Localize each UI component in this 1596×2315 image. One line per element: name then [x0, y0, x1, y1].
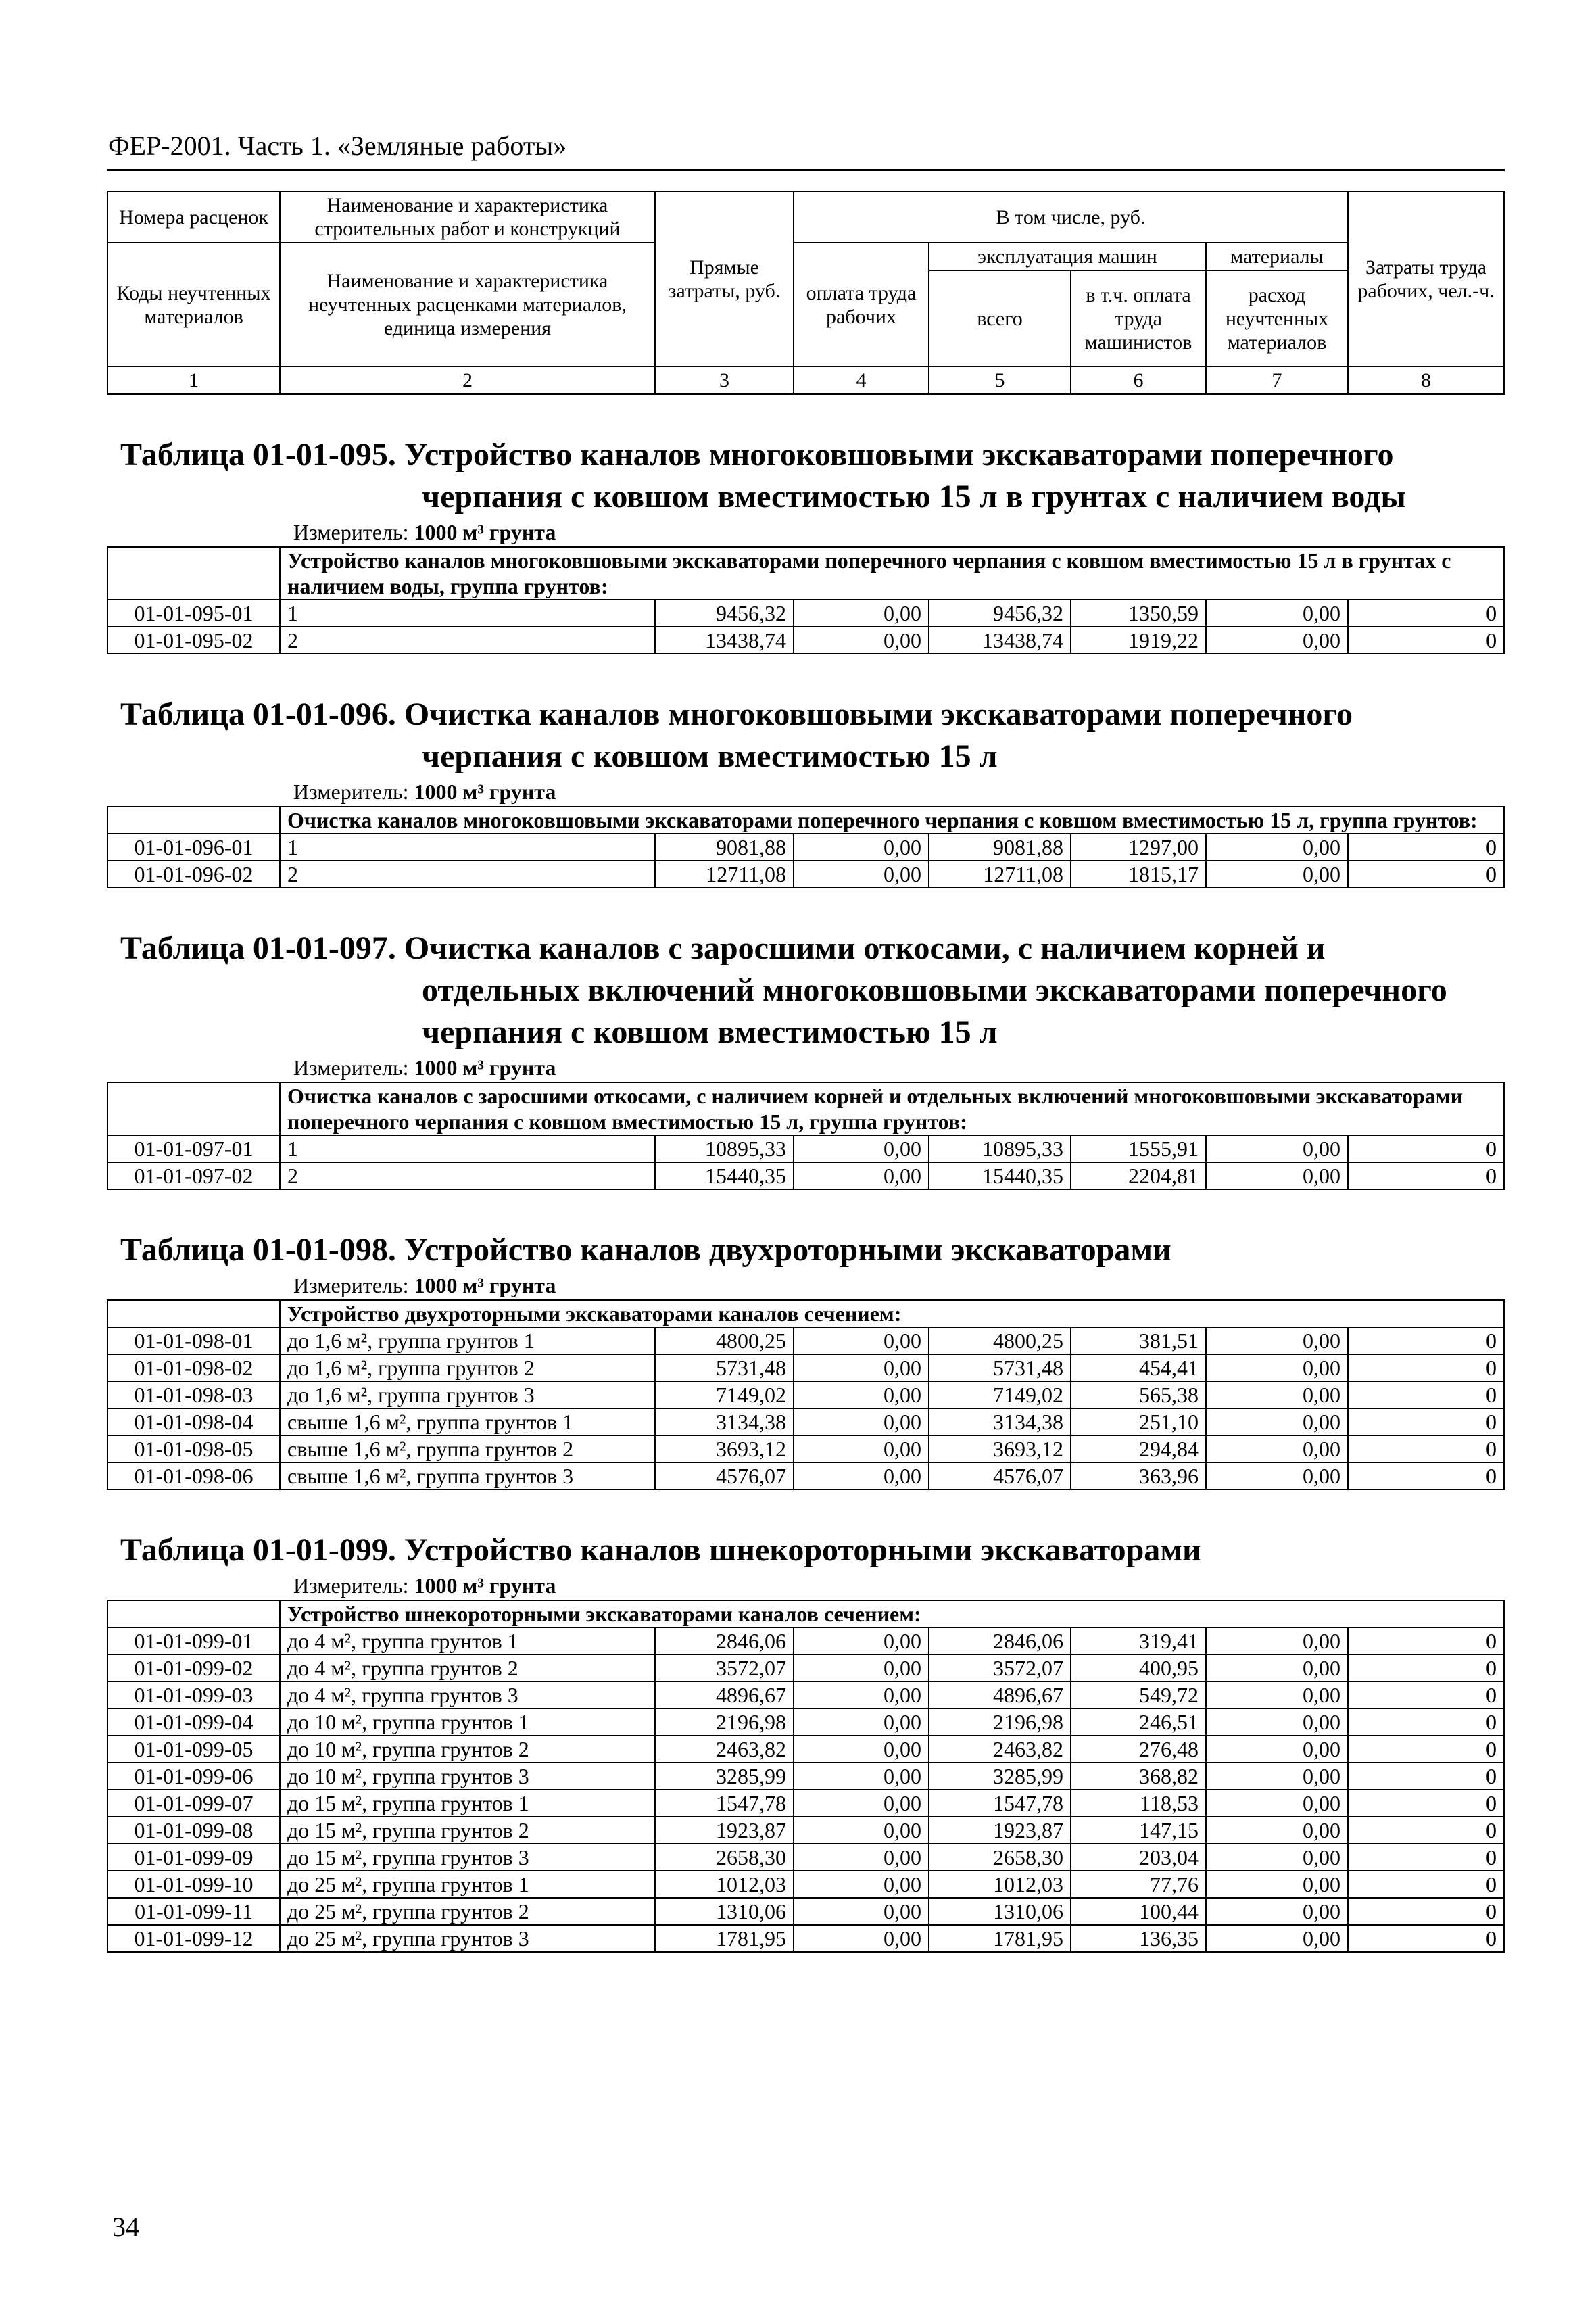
materials-consumption: 0,00 — [1206, 1162, 1348, 1189]
materials-consumption: 0,00 — [1206, 1844, 1348, 1871]
worker-wages: 0,00 — [794, 1327, 929, 1354]
direct-costs: 1547,78 — [655, 1790, 794, 1817]
rate-code: 01-01-098-03 — [107, 1381, 280, 1408]
machines-total: 1310,06 — [929, 1898, 1071, 1925]
worker-wages: 0,00 — [794, 1898, 929, 1925]
col-header-material-codes: Коды неучтенных материалов — [107, 243, 280, 366]
materials-consumption: 0,00 — [1206, 1681, 1348, 1709]
labor-hours: 0 — [1348, 1844, 1504, 1871]
table-title-line: Устройство каналов шнекороторными экскаваторами — [404, 1532, 1201, 1568]
col-header-operator-wages: в т.ч. оплата труда машинистов — [1071, 270, 1206, 366]
labor-hours: 0 — [1348, 1925, 1504, 1952]
unit-label: Измеритель: — [293, 1055, 409, 1080]
table-row — [107, 1844, 1504, 1871]
col-header-labor-costs: Затраты труда рабочих, чел.-ч. — [1348, 191, 1504, 366]
unit-value: 1000 м³ грунта — [414, 1273, 556, 1297]
direct-costs: 1923,87 — [655, 1817, 794, 1844]
work-description: до 10 м², группа грунтов 3 — [280, 1763, 655, 1790]
table-title — [120, 928, 1503, 1053]
labor-hours: 0 — [1348, 834, 1504, 861]
labor-hours: 0 — [1348, 600, 1504, 627]
table-title-line: черпания с ковшом вместимостью 15 л — [422, 738, 998, 774]
labor-hours: 0 — [1348, 1627, 1504, 1654]
direct-costs: 10895,33 — [655, 1135, 794, 1162]
col-number: 8 — [1348, 366, 1504, 394]
labor-hours: 0 — [1348, 1709, 1504, 1736]
labor-hours: 0 — [1348, 1817, 1504, 1844]
rate-code: 01-01-096-01 — [107, 834, 280, 861]
labor-hours: 0 — [1348, 1135, 1504, 1162]
materials-consumption: 0,00 — [1206, 1462, 1348, 1489]
col-number: 4 — [794, 366, 929, 394]
labor-hours: 0 — [1348, 861, 1504, 888]
rate-code: 01-01-099-03 — [107, 1681, 280, 1709]
unit-value: 1000 м³ грунта — [414, 1055, 556, 1080]
materials-consumption: 0,00 — [1206, 1736, 1348, 1763]
operator-wages: 203,04 — [1071, 1844, 1206, 1871]
table-number: Таблица 01-01-097. — [120, 930, 396, 966]
machines-total: 2846,06 — [929, 1627, 1071, 1654]
work-description: до 4 м², группа грунтов 2 — [280, 1654, 655, 1681]
measurement-unit — [293, 1571, 1503, 1600]
direct-costs: 1012,03 — [655, 1871, 794, 1898]
operator-wages: 251,10 — [1071, 1408, 1206, 1435]
worker-wages: 0,00 — [794, 1654, 929, 1681]
rate-table-section — [107, 928, 1503, 1190]
work-description: до 15 м², группа грунтов 1 — [280, 1790, 655, 1817]
machines-total: 1923,87 — [929, 1817, 1071, 1844]
worker-wages: 0,00 — [794, 1925, 929, 1952]
rate-code: 01-01-098-05 — [107, 1435, 280, 1462]
work-description: до 10 м², группа грунтов 1 — [280, 1709, 655, 1736]
group-heading: Устройство двухроторными экскаваторами каналов сечением: — [280, 1300, 1504, 1327]
table-row — [107, 1408, 1504, 1435]
group-spacer — [107, 1300, 280, 1327]
measurement-unit — [293, 1053, 1503, 1082]
worker-wages: 0,00 — [794, 1381, 929, 1408]
operator-wages: 246,51 — [1071, 1709, 1206, 1736]
table-row — [107, 1327, 1504, 1354]
operator-wages: 77,76 — [1071, 1871, 1206, 1898]
header-rule — [107, 169, 1505, 171]
worker-wages: 0,00 — [794, 1709, 929, 1736]
group-spacer — [107, 547, 280, 600]
direct-costs: 13438,74 — [655, 627, 794, 654]
direct-costs: 3693,12 — [655, 1435, 794, 1462]
worker-wages: 0,00 — [794, 1763, 929, 1790]
work-description: свыше 1,6 м², группа грунтов 2 — [280, 1435, 655, 1462]
col-number: 1 — [107, 366, 280, 394]
labor-hours: 0 — [1348, 1898, 1504, 1925]
table-number: Таблица 01-01-096. — [120, 696, 396, 732]
direct-costs: 3572,07 — [655, 1654, 794, 1681]
rate-code: 01-01-099-09 — [107, 1844, 280, 1871]
unit-label: Измеритель: — [293, 780, 409, 804]
labor-hours: 0 — [1348, 1654, 1504, 1681]
direct-costs: 1781,95 — [655, 1925, 794, 1952]
direct-costs: 4800,25 — [655, 1327, 794, 1354]
work-description: до 10 м², группа грунтов 2 — [280, 1736, 655, 1763]
rate-code: 01-01-099-04 — [107, 1709, 280, 1736]
rate-code: 01-01-099-02 — [107, 1654, 280, 1681]
direct-costs: 9456,32 — [655, 600, 794, 627]
col-header-machines-total: всего — [929, 270, 1071, 366]
rate-code: 01-01-099-05 — [107, 1736, 280, 1763]
machines-total: 3693,12 — [929, 1435, 1071, 1462]
materials-consumption: 0,00 — [1206, 600, 1348, 627]
materials-consumption: 0,00 — [1206, 1898, 1348, 1925]
operator-wages: 319,41 — [1071, 1627, 1206, 1654]
table-row — [107, 1654, 1504, 1681]
worker-wages: 0,00 — [794, 1354, 929, 1381]
work-description: до 25 м², группа грунтов 1 — [280, 1871, 655, 1898]
rate-table-section — [107, 694, 1503, 888]
labor-hours: 0 — [1348, 1736, 1504, 1763]
col-number: 2 — [280, 366, 655, 394]
machines-total: 7149,02 — [929, 1381, 1071, 1408]
worker-wages: 0,00 — [794, 627, 929, 654]
table-title — [120, 1229, 1503, 1271]
table-row — [107, 1871, 1504, 1898]
col-number: 6 — [1071, 366, 1206, 394]
operator-wages: 363,96 — [1071, 1462, 1206, 1489]
labor-hours: 0 — [1348, 1381, 1504, 1408]
operator-wages: 368,82 — [1071, 1763, 1206, 1790]
worker-wages: 0,00 — [794, 1135, 929, 1162]
machines-total: 3285,99 — [929, 1763, 1071, 1790]
operator-wages: 147,15 — [1071, 1817, 1206, 1844]
rate-code: 01-01-095-01 — [107, 600, 280, 627]
table-title — [120, 1529, 1503, 1571]
worker-wages: 0,00 — [794, 1736, 929, 1763]
work-description: 1 — [280, 600, 655, 627]
work-description: до 1,6 м², группа грунтов 1 — [280, 1327, 655, 1354]
table-row — [107, 1627, 1504, 1654]
direct-costs: 2658,30 — [655, 1844, 794, 1871]
unit-label: Измеритель: — [293, 520, 409, 544]
measurement-unit — [293, 518, 1503, 546]
rate-code: 01-01-095-02 — [107, 627, 280, 654]
work-description: до 15 м², группа грунтов 2 — [280, 1817, 655, 1844]
labor-hours: 0 — [1348, 1462, 1504, 1489]
col-header-direct-costs: Прямые затраты, руб. — [655, 191, 794, 366]
table-row — [107, 1162, 1504, 1189]
table-title — [120, 434, 1503, 518]
materials-consumption: 0,00 — [1206, 1763, 1348, 1790]
direct-costs: 3285,99 — [655, 1763, 794, 1790]
worker-wages: 0,00 — [794, 861, 929, 888]
direct-costs: 2196,98 — [655, 1709, 794, 1736]
rate-code: 01-01-097-01 — [107, 1135, 280, 1162]
col-header-material-consumption: расход неучтенных материалов — [1206, 270, 1348, 366]
materials-consumption: 0,00 — [1206, 1435, 1348, 1462]
materials-consumption: 0,00 — [1206, 1327, 1348, 1354]
table-number: Таблица 01-01-095. — [120, 437, 396, 473]
labor-hours: 0 — [1348, 1435, 1504, 1462]
rate-tables — [107, 434, 1503, 1953]
operator-wages: 100,44 — [1071, 1898, 1206, 1925]
col-header-worker-wages: оплата труда рабочих — [794, 243, 929, 366]
operator-wages: 276,48 — [1071, 1736, 1206, 1763]
machines-total: 2658,30 — [929, 1844, 1071, 1871]
materials-consumption: 0,00 — [1206, 1381, 1348, 1408]
machines-total: 12711,08 — [929, 861, 1071, 888]
machines-total: 3572,07 — [929, 1654, 1071, 1681]
worker-wages: 0,00 — [794, 1817, 929, 1844]
rate-code: 01-01-098-02 — [107, 1354, 280, 1381]
rate-code: 01-01-098-01 — [107, 1327, 280, 1354]
direct-costs: 2463,82 — [655, 1736, 794, 1763]
col-number: 3 — [655, 366, 794, 394]
direct-costs: 4576,07 — [655, 1462, 794, 1489]
worker-wages: 0,00 — [794, 834, 929, 861]
operator-wages: 1297,00 — [1071, 834, 1206, 861]
machines-total: 3134,38 — [929, 1408, 1071, 1435]
running-header: ФЕР-2001. Часть 1. «Земляные работы» — [108, 130, 567, 161]
machines-total: 10895,33 — [929, 1135, 1071, 1162]
work-description: до 4 м², группа грунтов 3 — [280, 1681, 655, 1709]
rate-code: 01-01-099-07 — [107, 1790, 280, 1817]
table-row — [107, 1462, 1504, 1489]
materials-consumption: 0,00 — [1206, 627, 1348, 654]
measurement-unit — [293, 778, 1503, 806]
worker-wages: 0,00 — [794, 1435, 929, 1462]
materials-consumption: 0,00 — [1206, 1925, 1348, 1952]
labor-hours: 0 — [1348, 1327, 1504, 1354]
work-description: 2 — [280, 1162, 655, 1189]
direct-costs: 4896,67 — [655, 1681, 794, 1709]
work-description: свыше 1,6 м², группа грунтов 1 — [280, 1408, 655, 1435]
operator-wages: 381,51 — [1071, 1327, 1206, 1354]
machines-total: 13438,74 — [929, 627, 1071, 654]
work-description: до 4 м², группа грунтов 1 — [280, 1627, 655, 1654]
rates-table — [107, 1600, 1505, 1953]
rate-code: 01-01-097-02 — [107, 1162, 280, 1189]
rate-table-section — [107, 434, 1503, 654]
table-title-line: Устройство каналов двухроторными экскаваторами — [404, 1232, 1171, 1268]
labor-hours: 0 — [1348, 627, 1504, 654]
machines-total: 9081,88 — [929, 834, 1071, 861]
worker-wages: 0,00 — [794, 1162, 929, 1189]
group-spacer — [107, 1600, 280, 1627]
rate-code: 01-01-098-06 — [107, 1462, 280, 1489]
col-header-material-name: Наименование и характеристика неучтенных расценками материалов, единица измерения — [280, 243, 655, 366]
rates-table — [107, 1299, 1505, 1490]
unit-label: Измеритель: — [293, 1273, 409, 1297]
direct-costs: 15440,35 — [655, 1162, 794, 1189]
work-description: до 15 м², группа грунтов 3 — [280, 1844, 655, 1871]
direct-costs: 5731,48 — [655, 1354, 794, 1381]
rate-code: 01-01-099-10 — [107, 1871, 280, 1898]
table-row — [107, 1925, 1504, 1952]
operator-wages: 454,41 — [1071, 1354, 1206, 1381]
table-row — [107, 1898, 1504, 1925]
table-title-line: Устройство каналов многоковшовыми экскаваторами поперечного — [404, 437, 1394, 473]
table-row — [107, 1790, 1504, 1817]
materials-consumption: 0,00 — [1206, 1408, 1348, 1435]
worker-wages: 0,00 — [794, 1790, 929, 1817]
materials-consumption: 0,00 — [1206, 1354, 1348, 1381]
table-row — [107, 834, 1504, 861]
table-row — [107, 861, 1504, 888]
rate-code: 01-01-099-08 — [107, 1817, 280, 1844]
table-title-line: черпания с ковшом вместимостью 15 л в грунтах с наличием воды — [422, 479, 1406, 515]
rate-code: 01-01-099-11 — [107, 1898, 280, 1925]
labor-hours: 0 — [1348, 1408, 1504, 1435]
work-description: свыше 1,6 м², группа грунтов 3 — [280, 1462, 655, 1489]
worker-wages: 0,00 — [794, 1627, 929, 1654]
operator-wages: 565,38 — [1071, 1381, 1206, 1408]
rate-code: 01-01-098-04 — [107, 1408, 280, 1435]
table-row — [107, 627, 1504, 654]
machines-total: 9456,32 — [929, 600, 1071, 627]
operator-wages: 136,35 — [1071, 1925, 1206, 1952]
worker-wages: 0,00 — [794, 1462, 929, 1489]
materials-consumption: 0,00 — [1206, 834, 1348, 861]
direct-costs: 9081,88 — [655, 834, 794, 861]
col-header-work-name: Наименование и характеристика строительных работ и конструкций — [280, 191, 655, 243]
work-description: 2 — [280, 627, 655, 654]
unit-label: Измеритель: — [293, 1573, 409, 1598]
rate-code: 01-01-099-01 — [107, 1627, 280, 1654]
materials-consumption: 0,00 — [1206, 1654, 1348, 1681]
work-description: 1 — [280, 1135, 655, 1162]
unit-value: 1000 м³ грунта — [414, 1573, 556, 1598]
operator-wages: 400,95 — [1071, 1654, 1206, 1681]
work-description: 2 — [280, 861, 655, 888]
group-heading: Очистка каналов с заросшими откосами, с наличием корней и отдельных включений многоковшовыми экскаваторами поперечного черпания с ковшом вместимостью 15 л, группа грунтов: — [280, 1082, 1504, 1135]
table-title — [120, 694, 1503, 778]
work-description: до 1,6 м², группа грунтов 2 — [280, 1354, 655, 1381]
col-header-rate-numbers: Номера расценок — [107, 191, 280, 243]
worker-wages: 0,00 — [794, 1681, 929, 1709]
table-row — [107, 1381, 1504, 1408]
rate-code: 01-01-099-12 — [107, 1925, 280, 1952]
col-header-including: В том числе, руб. — [794, 191, 1348, 243]
materials-consumption: 0,00 — [1206, 1790, 1348, 1817]
operator-wages: 118,53 — [1071, 1790, 1206, 1817]
operator-wages: 2204,81 — [1071, 1162, 1206, 1189]
col-header-machines: эксплуатация машин — [929, 243, 1206, 270]
direct-costs: 2846,06 — [655, 1627, 794, 1654]
table-title-line: отдельных включений многоковшовыми экскаваторами поперечного — [422, 972, 1447, 1008]
column-header-table — [107, 191, 1505, 395]
machines-total: 1781,95 — [929, 1925, 1071, 1952]
table-row — [107, 1736, 1504, 1763]
work-description: до 25 м², группа грунтов 3 — [280, 1925, 655, 1952]
machines-total: 4896,67 — [929, 1681, 1071, 1709]
labor-hours: 0 — [1348, 1162, 1504, 1189]
work-description: до 1,6 м², группа грунтов 3 — [280, 1381, 655, 1408]
machines-total: 4576,07 — [929, 1462, 1071, 1489]
table-row — [107, 1709, 1504, 1736]
main-content — [107, 191, 1503, 1953]
group-spacer — [107, 807, 280, 834]
rates-table — [107, 546, 1505, 654]
rates-table — [107, 1082, 1505, 1190]
machines-total: 2463,82 — [929, 1736, 1071, 1763]
unit-value: 1000 м³ грунта — [414, 780, 556, 804]
worker-wages: 0,00 — [794, 1844, 929, 1871]
table-title-line: черпания с ковшом вместимостью 15 л — [422, 1014, 998, 1050]
direct-costs: 7149,02 — [655, 1381, 794, 1408]
rate-table-section — [107, 1229, 1503, 1490]
direct-costs: 3134,38 — [655, 1408, 794, 1435]
labor-hours: 0 — [1348, 1354, 1504, 1381]
rates-table — [107, 806, 1505, 888]
work-description: 1 — [280, 834, 655, 861]
materials-consumption: 0,00 — [1206, 1709, 1348, 1736]
operator-wages: 549,72 — [1071, 1681, 1206, 1709]
table-number: Таблица 01-01-099. — [120, 1532, 396, 1568]
labor-hours: 0 — [1348, 1681, 1504, 1709]
materials-consumption: 0,00 — [1206, 861, 1348, 888]
machines-total: 4800,25 — [929, 1327, 1071, 1354]
table-row — [107, 1354, 1504, 1381]
rate-code: 01-01-096-02 — [107, 861, 280, 888]
operator-wages: 294,84 — [1071, 1435, 1206, 1462]
table-row — [107, 1817, 1504, 1844]
worker-wages: 0,00 — [794, 600, 929, 627]
col-number: 7 — [1206, 366, 1348, 394]
table-row — [107, 1681, 1504, 1709]
rate-table-section — [107, 1529, 1503, 1953]
labor-hours: 0 — [1348, 1871, 1504, 1898]
rate-code: 01-01-099-06 — [107, 1763, 280, 1790]
labor-hours: 0 — [1348, 1763, 1504, 1790]
table-title-line: Очистка каналов многоковшовыми экскаваторами поперечного — [404, 696, 1353, 732]
col-header-materials: материалы — [1206, 243, 1348, 270]
materials-consumption: 0,00 — [1206, 1135, 1348, 1162]
measurement-unit — [293, 1271, 1503, 1299]
machines-total: 5731,48 — [929, 1354, 1071, 1381]
materials-consumption: 0,00 — [1206, 1627, 1348, 1654]
labor-hours: 0 — [1348, 1790, 1504, 1817]
group-heading: Устройство шнекороторными экскаваторами каналов сечением: — [280, 1600, 1504, 1627]
machines-total: 2196,98 — [929, 1709, 1071, 1736]
materials-consumption: 0,00 — [1206, 1871, 1348, 1898]
operator-wages: 1919,22 — [1071, 627, 1206, 654]
table-row — [107, 1135, 1504, 1162]
group-heading: Устройство каналов многоковшовыми экскаваторами поперечного черпания с ковшом вместимостью 15 л в грунтах с наличием воды, группа грунтов: — [280, 547, 1504, 600]
operator-wages: 1350,59 — [1071, 600, 1206, 627]
direct-costs: 1310,06 — [655, 1898, 794, 1925]
page-number: 34 — [112, 2212, 139, 2242]
worker-wages: 0,00 — [794, 1871, 929, 1898]
table-row — [107, 1763, 1504, 1790]
group-spacer — [107, 1082, 280, 1135]
group-heading: Очистка каналов многоковшовыми экскаваторами поперечного черпания с ковшом вместимостью 15 л, группа грунтов: — [280, 807, 1504, 834]
table-number: Таблица 01-01-098. — [120, 1232, 396, 1268]
operator-wages: 1555,91 — [1071, 1135, 1206, 1162]
machines-total: 1547,78 — [929, 1790, 1071, 1817]
table-row — [107, 600, 1504, 627]
operator-wages: 1815,17 — [1071, 861, 1206, 888]
table-title-line: Очистка каналов с заросшими откосами, с наличием корней и — [404, 930, 1326, 966]
materials-consumption: 0,00 — [1206, 1817, 1348, 1844]
worker-wages: 0,00 — [794, 1408, 929, 1435]
machines-total: 1012,03 — [929, 1871, 1071, 1898]
direct-costs: 12711,08 — [655, 861, 794, 888]
machines-total: 15440,35 — [929, 1162, 1071, 1189]
work-description: до 25 м², группа грунтов 2 — [280, 1898, 655, 1925]
table-row — [107, 1435, 1504, 1462]
col-number: 5 — [929, 366, 1071, 394]
unit-value: 1000 м³ грунта — [414, 520, 556, 544]
